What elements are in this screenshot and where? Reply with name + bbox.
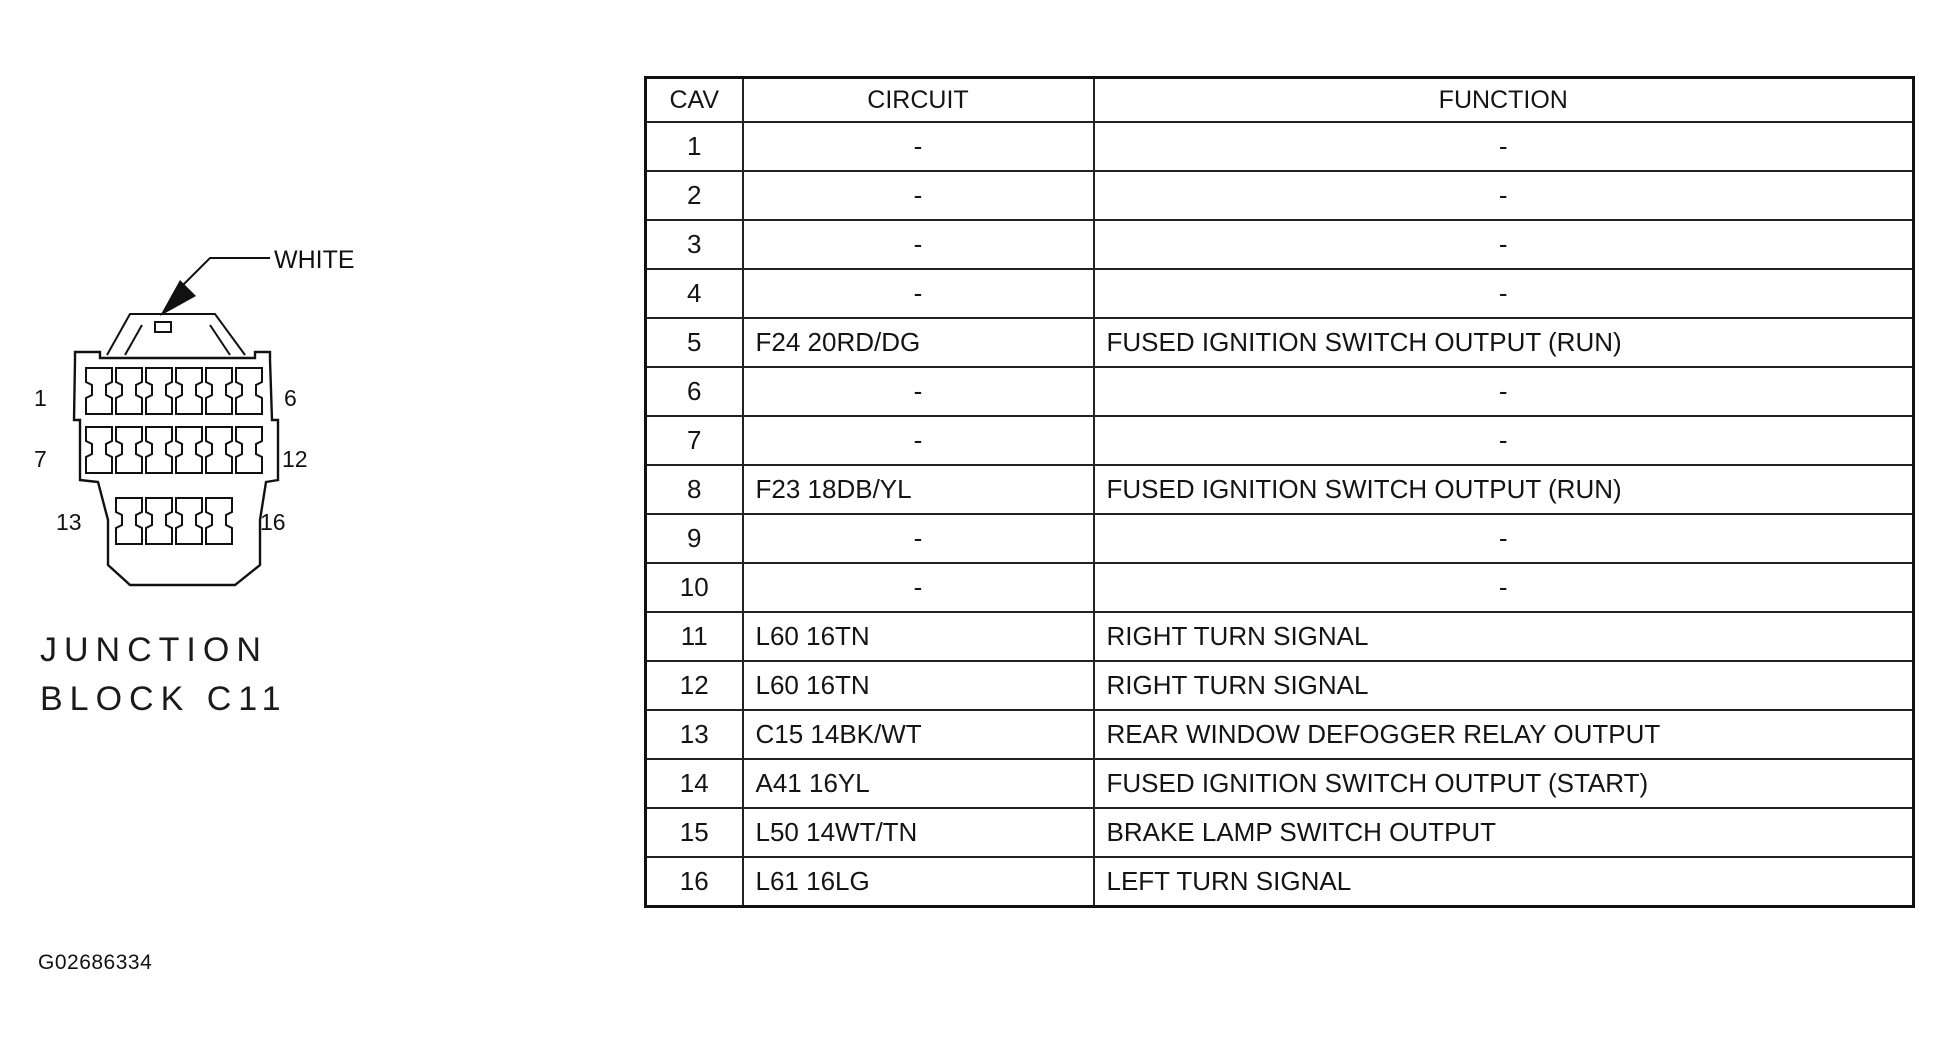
table-row — [646, 220, 1914, 269]
cell-cav: 13 — [646, 710, 743, 759]
cell-cav: 9 — [646, 514, 743, 563]
cell-function: FUSED IGNITION SWITCH OUTPUT (RUN) — [1094, 465, 1914, 514]
cavity-13 — [116, 498, 142, 544]
table-row — [646, 563, 1914, 612]
table-body — [646, 122, 1914, 907]
table-row — [646, 416, 1914, 465]
cell-function: - — [1094, 171, 1914, 220]
cell-cav: 5 — [646, 318, 743, 367]
cell-circuit: L60 16TN — [743, 612, 1094, 661]
cell-circuit: - — [743, 514, 1094, 563]
cavity-12 — [236, 427, 262, 473]
cell-function: RIGHT TURN SIGNAL — [1094, 612, 1914, 661]
table-header-row — [646, 78, 1914, 123]
cavity-16 — [206, 498, 232, 544]
pin-label-13: 13 — [56, 509, 82, 535]
cell-function: - — [1094, 269, 1914, 318]
table-row — [646, 514, 1914, 563]
connector-title-line-1: JUNCTION — [40, 631, 268, 669]
header-function: FUNCTION — [1094, 78, 1914, 123]
cell-function: FUSED IGNITION SWITCH OUTPUT (RUN) — [1094, 318, 1914, 367]
table-row — [646, 171, 1914, 220]
cell-function: - — [1094, 416, 1914, 465]
cavity-5 — [206, 368, 232, 414]
cell-circuit: C15 14BK/WT — [743, 710, 1094, 759]
cavity-14 — [146, 498, 172, 544]
table-row — [646, 857, 1914, 907]
table-row — [646, 122, 1914, 171]
cavity-row-3 — [116, 498, 232, 544]
cavity-row-1 — [86, 368, 262, 414]
cell-cav: 11 — [646, 612, 743, 661]
cell-circuit: - — [743, 367, 1094, 416]
cell-circuit: L60 16TN — [743, 661, 1094, 710]
table-row — [646, 808, 1914, 857]
cavity-row-2 — [86, 427, 262, 473]
cavity-7 — [86, 427, 112, 473]
table-row — [646, 465, 1914, 514]
cell-circuit: - — [743, 220, 1094, 269]
cell-cav: 6 — [646, 367, 743, 416]
cavity-1 — [86, 368, 112, 414]
cell-function: REAR WINDOW DEFOGGER RELAY OUTPUT — [1094, 710, 1914, 759]
table-row — [646, 710, 1914, 759]
cell-circuit: L50 14WT/TN — [743, 808, 1094, 857]
cell-function: - — [1094, 367, 1914, 416]
cell-cav: 1 — [646, 122, 743, 171]
cell-function: - — [1094, 514, 1914, 563]
cell-circuit: - — [743, 563, 1094, 612]
cell-circuit: L61 16LG — [743, 857, 1094, 907]
cell-circuit: - — [743, 171, 1094, 220]
cell-cav: 10 — [646, 563, 743, 612]
connector-title — [40, 626, 300, 724]
connector-latch — [107, 314, 245, 355]
cell-cav: 8 — [646, 465, 743, 514]
table-row — [646, 269, 1914, 318]
cell-function: RIGHT TURN SIGNAL — [1094, 661, 1914, 710]
cavity-9 — [146, 427, 172, 473]
cell-cav: 4 — [646, 269, 743, 318]
cell-cav: 3 — [646, 220, 743, 269]
pin-label-16: 16 — [260, 509, 286, 535]
cavity-6 — [236, 368, 262, 414]
cell-function: - — [1094, 563, 1914, 612]
pin-label-12: 12 — [282, 446, 308, 472]
table-row — [646, 367, 1914, 416]
connector-color-label: WHITE — [274, 246, 355, 274]
connector-title-line-2: BLOCK C11 — [40, 680, 288, 718]
table-row — [646, 759, 1914, 808]
cell-function: BRAKE LAMP SWITCH OUTPUT — [1094, 808, 1914, 857]
cell-cav: 14 — [646, 759, 743, 808]
cell-function: LEFT TURN SIGNAL — [1094, 857, 1914, 907]
table-row — [646, 318, 1914, 367]
cavity-3 — [146, 368, 172, 414]
cell-function: FUSED IGNITION SWITCH OUTPUT (START) — [1094, 759, 1914, 808]
cell-function: - — [1094, 122, 1914, 171]
cavity-15 — [176, 498, 202, 544]
cavity-11 — [206, 427, 232, 473]
color-callout — [160, 246, 355, 316]
cavity-2 — [116, 368, 142, 414]
cell-function: - — [1094, 220, 1914, 269]
cell-cav: 7 — [646, 416, 743, 465]
cell-cav: 16 — [646, 857, 743, 907]
cavity-10 — [176, 427, 202, 473]
cell-circuit: - — [743, 269, 1094, 318]
cell-circuit: F24 20RD/DG — [743, 318, 1094, 367]
pinout-table — [644, 76, 1915, 908]
pin-label-6: 6 — [284, 385, 297, 411]
cell-circuit: - — [743, 416, 1094, 465]
cavity-8 — [116, 427, 142, 473]
cell-cav: 12 — [646, 661, 743, 710]
cell-circuit: - — [743, 122, 1094, 171]
header-cav: CAV — [646, 78, 743, 123]
table-row — [646, 612, 1914, 661]
cell-cav: 2 — [646, 171, 743, 220]
figure-id: G02686334 — [38, 951, 153, 974]
cell-cav: 15 — [646, 808, 743, 857]
cell-circuit: A41 16YL — [743, 759, 1094, 808]
header-circuit: CIRCUIT — [743, 78, 1094, 123]
table-row — [646, 661, 1914, 710]
connector-diagram — [30, 230, 370, 590]
cavity-4 — [176, 368, 202, 414]
cell-circuit: F23 18DB/YL — [743, 465, 1094, 514]
pin-label-7: 7 — [34, 446, 47, 472]
pin-label-1: 1 — [34, 385, 47, 411]
callout-arrow-icon — [160, 280, 196, 316]
